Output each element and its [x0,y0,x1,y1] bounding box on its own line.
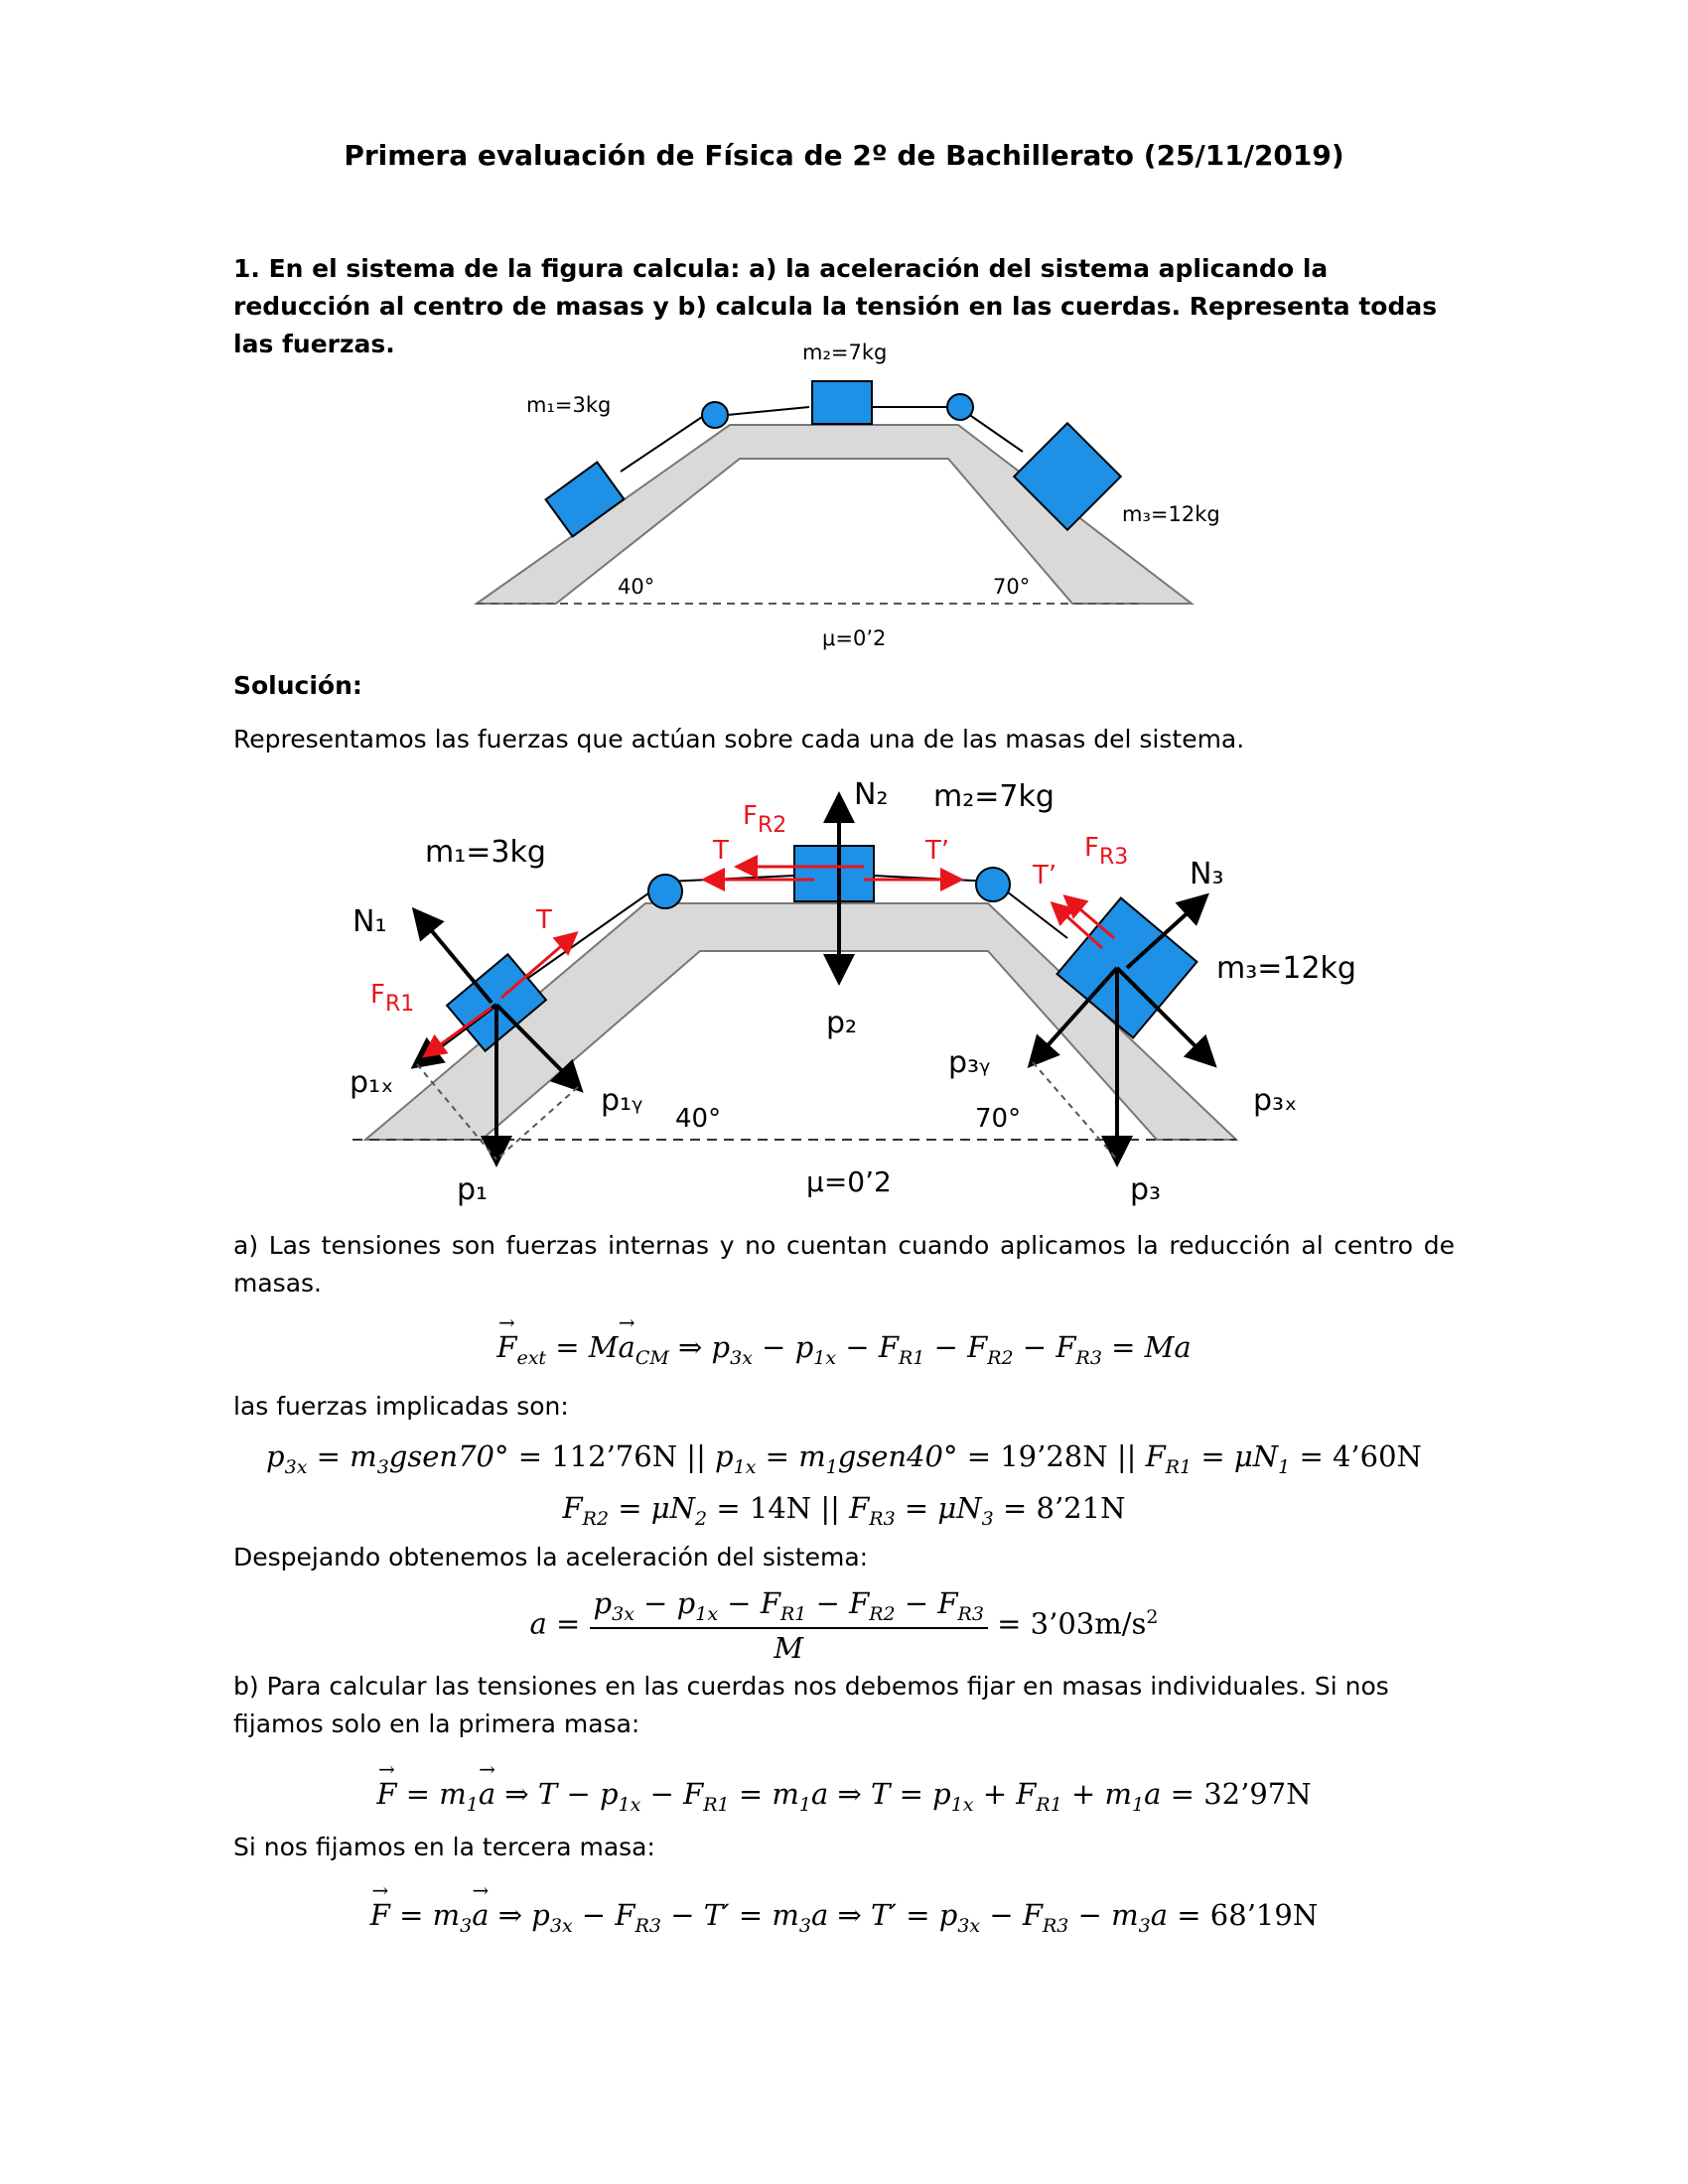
block-m2 [794,846,874,901]
label-FR1: $F_{R1}$ [370,980,415,1017]
equation-forces-2: $F_{R2} = \mu N_2 = 14N$ || $F_{R3} = \mu N_3$ = 8’21N [562,1491,1126,1530]
figure-forces [338,764,1356,1207]
label-p3: p₃ [1130,1172,1162,1207]
label-Tp-mid: T’ [925,836,950,866]
solve-intro: Despejando obtenemos la aceleración del sistema: [233,1543,869,1571]
label-p1y: p₁ᵧ [601,1083,643,1118]
solution-heading: Solución: [233,671,362,700]
equation-tension-1: → $F = m_1\to a$ ⇒ $T - p_{1x} - F_{R1} = m_1a$ ⇒ $T = p_{1x} + F_{R1} + m_1a$ = 32’97N [0,1777,1688,1816]
label-T-mid: T [713,836,729,866]
label-mu: μ=0’2 [806,1165,892,1198]
value-fr1: 4’60N [1332,1439,1422,1473]
question-text: 1. En el sistema de la figura calcula: a) la aceleración del sistema aplicando la reducción al centro de masas y b) calcula la tensión en las cuerdas. Representa todas las fuerzas. [233,254,1438,358]
part-a-text: a) Las tensiones son fuerzas internas y no cuentan cuando aplicamos la reducción al centro de masas. [233,1231,1455,1297]
equation-forces-1: $p_{3x}$ = $m_3gsen70^\circ$ = 112’76N || $p_{1x}$ = $m_1gsen40^\circ$ = 19’28N || $F_{R1} = \mu N_1$ = 4’60N [266,1439,1422,1478]
label-p3y: p₃ᵧ [948,1045,991,1080]
equation-acceleration: a = $\frac{p_{3x} - p_{1x} - F_{R1} - F_{R2} - F_{R3}}{M}$ = $3’03m/s^2$ [529,1586,1159,1665]
label-FR2: $F_{R2}$ [743,801,787,838]
page-title: Primera evaluación de Física de 2º de Bachillerato (25/11/2019) [344,139,1344,172]
label-N2: N₂ [854,777,889,812]
label-N1: N₁ [352,904,387,939]
label-FR3: $F_{R3}$ [1084,833,1129,870]
label-angle-right: 70° [993,575,1031,599]
label-p3x: p₃ₓ [1253,1083,1298,1118]
pulley-right [976,868,1010,901]
label-angle-left: 40° [675,1104,722,1134]
value-Tp: 68’19N [1209,1898,1319,1932]
intro-text: Representamos las fuerzas que actúan sobre cada una de las masas del sistema. [233,725,1245,753]
label-angle-left: 40° [618,575,655,599]
label-angle-right: 70° [975,1104,1022,1134]
equation-tension-2: → $F = m_3\to a$ ⇒ $p_{3x} - F_{R3} - T' = m_3a$ ⇒ $T' = p_{3x} - F_{R3} - m_3a$ = 68’19N [0,1898,1688,1937]
label-p1x: p₁ₓ [350,1065,394,1100]
value-p1x: 19’28N [1000,1439,1108,1473]
label-mu: μ=0’2 [822,626,887,650]
value-p3x: 112’76N [551,1439,678,1473]
pulley-left [702,402,728,428]
pulley-right [947,394,973,420]
value-fr3: 8’21N [1036,1491,1126,1525]
label-Tp-right: T’ [1033,861,1057,890]
forces-intro: las fuerzas implicadas son: [233,1392,569,1421]
value-a: 3’03m/s [1030,1606,1147,1641]
arrow-Tp-m3 [1055,905,1102,948]
label-m3: m₃=12kg [1216,951,1356,986]
pulley-left [648,875,682,908]
label-m1: m₁=3kg [526,393,612,417]
label-N3: N₃ [1190,857,1224,891]
arrow-N1 [417,913,492,1003]
block-m2 [812,381,872,424]
label-T-left: T [536,905,552,935]
label-m2: m₂=7kg [933,779,1055,814]
part-b-text: b) Para calcular las tensiones en las cuerdas nos debemos fijar en masas individuales. Si nos fijamos solo en la primera masa: [233,1672,1389,1738]
label-m3: m₃=12kg [1122,502,1220,526]
figure-problem [457,328,1241,655]
label-m2: m₂=7kg [802,341,888,364]
value-fr2: 14N [749,1491,812,1525]
third-intro: Si nos fijamos en la tercera masa: [233,1833,655,1861]
label-m1: m₁=3kg [425,835,546,870]
equation-cm: → $F_{ext} = M\to a_{CM}$ ⇒ $p_{3x} - p_{1x} - F_{R1} - F_{R2} - F_{R3} = Ma$ [0,1330,1688,1369]
label-p2: p₂ [826,1006,858,1040]
label-p1: p₁ [457,1172,489,1207]
value-T: 32’97N [1203,1777,1312,1811]
